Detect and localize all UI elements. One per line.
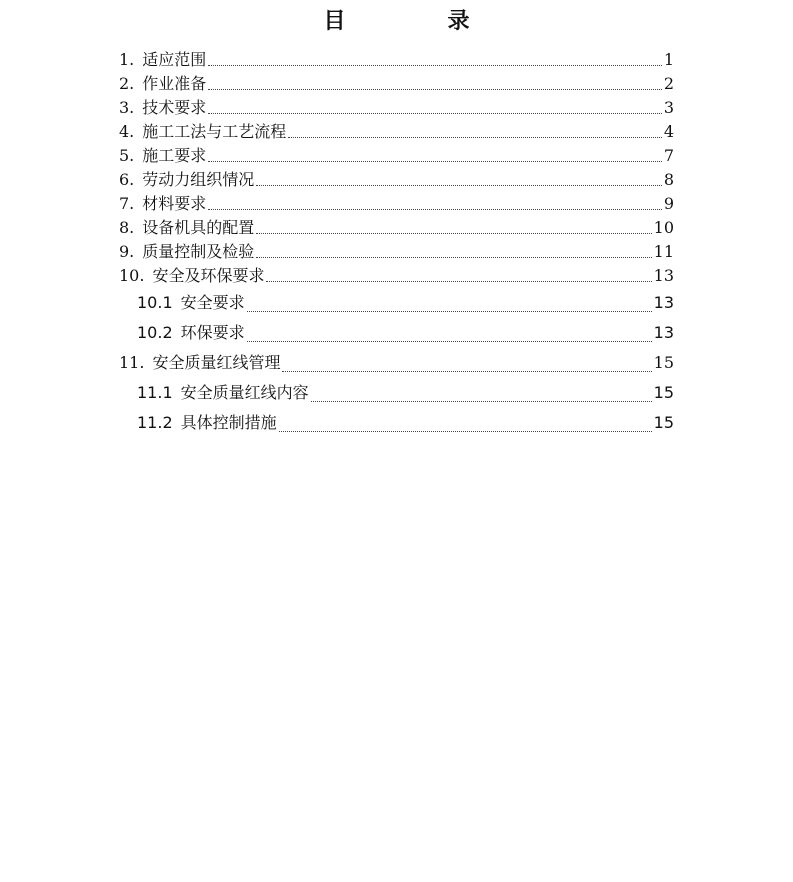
toc-entry-number: 7. (119, 194, 135, 213)
toc-entry-title: 质量控制及检验 (142, 242, 255, 261)
toc-leader-dots (282, 370, 651, 372)
toc-entry-title: 施工工法与工艺流程 (142, 122, 287, 141)
toc-entry-title: 安全要求 (180, 293, 245, 312)
toc-entry-page: 2 (663, 74, 674, 93)
toc-entry-number: 9. (119, 242, 135, 261)
toc-leader-dots (266, 280, 651, 282)
toc-entry-page: 1 (663, 50, 674, 69)
toc-entry-number: 4. (119, 122, 135, 141)
toc-entry-10[interactable] (119, 264, 674, 288)
toc-entry-3[interactable] (119, 96, 674, 120)
toc-entry-8[interactable] (119, 216, 674, 240)
toc-entry-number: 10.2 (137, 323, 173, 342)
toc-leader-dots (208, 208, 662, 210)
toc-entry-6[interactable] (119, 168, 674, 192)
toc-entry-page: 13 (653, 266, 674, 285)
toc-leader-dots (247, 340, 652, 342)
toc-entry-1[interactable] (119, 48, 674, 72)
toc-leader-dots (256, 232, 651, 234)
toc-entry-number: 3. (119, 98, 135, 117)
toc-entry-page: 13 (653, 323, 674, 342)
toc-entry-page: 13 (653, 293, 674, 312)
toc-entry-number: 10.1 (137, 293, 173, 312)
toc-leader-dots (311, 400, 652, 402)
toc-leader-dots (247, 310, 652, 312)
toc-entry-page: 15 (653, 413, 674, 432)
toc-entry-title: 安全质量红线内容 (180, 383, 309, 402)
toc-entry-title: 劳动力组织情况 (142, 170, 255, 189)
toc-entry-10-2[interactable] (119, 318, 674, 348)
toc-entry-title: 适应范围 (142, 50, 207, 69)
toc-entry-number: 11.1 (137, 383, 173, 402)
toc-entry-10-1[interactable] (119, 288, 674, 318)
toc-entry-11-2[interactable] (119, 408, 674, 438)
toc-entry-4[interactable] (119, 120, 674, 144)
toc-entry-title: 设备机具的配置 (142, 218, 255, 237)
toc-entry-page: 15 (653, 353, 674, 372)
toc-entry-number: 5. (119, 146, 135, 165)
toc-entry-page: 9 (663, 194, 674, 213)
toc-entry-7[interactable] (119, 192, 674, 216)
toc-entry-number: 8. (119, 218, 135, 237)
toc-entry-title: 具体控制措施 (180, 413, 277, 432)
toc-entry-title: 材料要求 (142, 194, 207, 213)
toc-leader-dots (208, 160, 662, 162)
toc-leader-dots (288, 136, 662, 138)
toc-entry-number: 11.2 (137, 413, 173, 432)
toc-entry-number: 6. (119, 170, 135, 189)
toc-entry-title: 施工要求 (142, 146, 207, 165)
toc-entry-number: 2. (119, 74, 135, 93)
toc-entry-page: 7 (663, 146, 674, 165)
toc-entry-title: 安全及环保要求 (152, 266, 265, 285)
toc-entry-page: 15 (653, 383, 674, 402)
toc-entry-title: 作业准备 (142, 74, 207, 93)
toc-entry-number: 1. (119, 50, 135, 69)
toc-entry-title: 环保要求 (180, 323, 245, 342)
toc-entry-9[interactable] (119, 240, 674, 264)
toc-leader-dots (256, 256, 651, 258)
toc-leader-dots (279, 430, 652, 432)
toc-entry-11[interactable] (119, 348, 674, 378)
toc-leader-dots (208, 112, 662, 114)
toc-entry-page: 3 (663, 98, 674, 117)
toc-entry-2[interactable] (119, 72, 674, 96)
toc-entry-5[interactable] (119, 144, 674, 168)
toc-entry-page: 8 (663, 170, 674, 189)
toc-entry-number: 11. (119, 353, 145, 372)
toc-entry-title: 技术要求 (142, 98, 207, 117)
toc-leader-dots (256, 184, 662, 186)
toc-entry-number: 10. (119, 266, 145, 285)
toc-entry-11-1[interactable] (119, 378, 674, 408)
toc-leader-dots (208, 88, 662, 90)
toc-title: 目 录 (323, 8, 510, 34)
toc-entry-page: 4 (663, 122, 674, 141)
toc-entry-title: 安全质量红线管理 (152, 353, 281, 372)
table-of-contents (119, 48, 674, 438)
toc-entry-page: 10 (653, 218, 674, 237)
toc-leader-dots (208, 64, 662, 66)
toc-entry-page: 11 (653, 242, 674, 261)
